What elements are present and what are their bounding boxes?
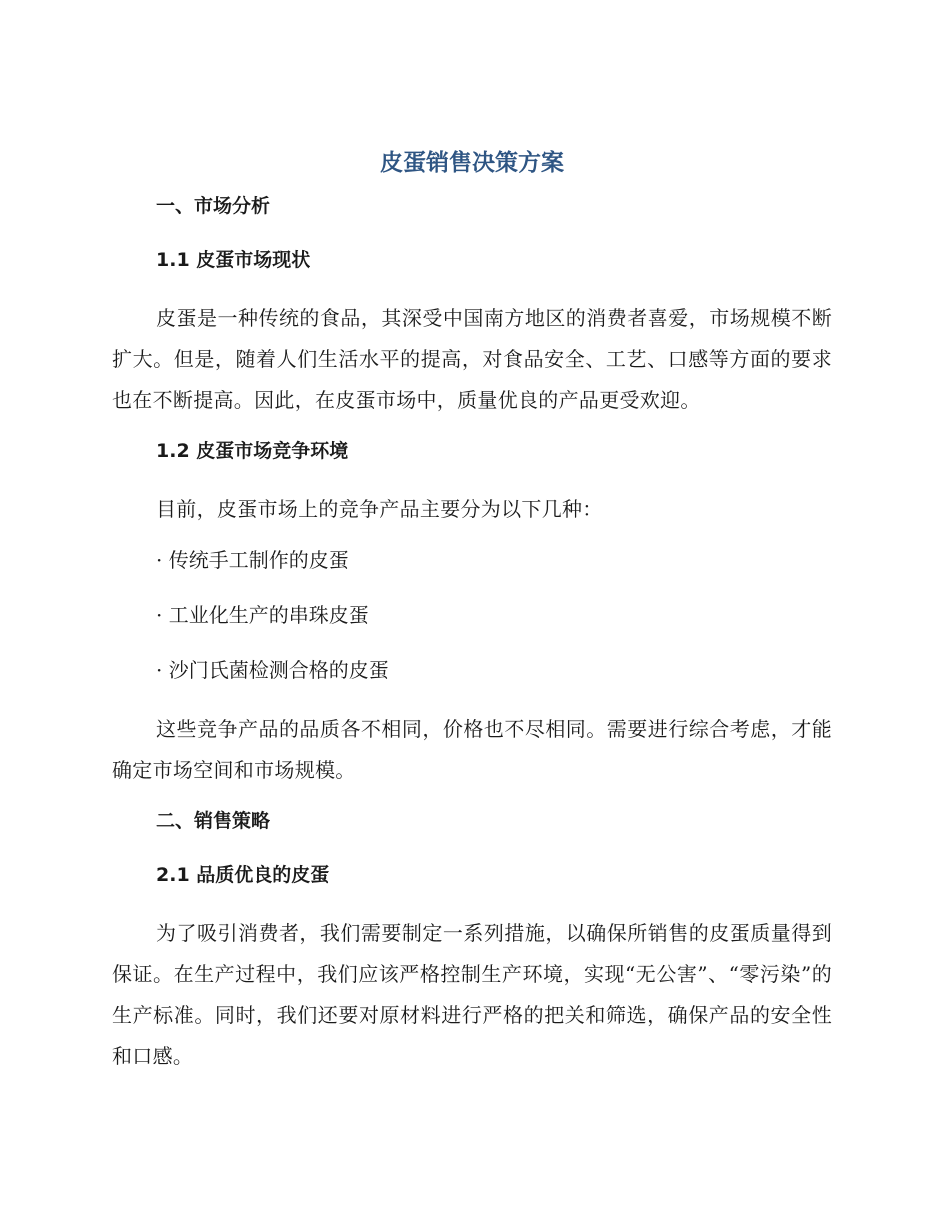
paragraph-quality-eggs: 为了吸引消费者，我们需要制定一系列措施，以确保所销售的皮蛋质量得到保证。在生产过程中，我们应该严格控制生产环境，实现“无公害”、“零污染”的生产标准。同时，我们还要对原材料进行严格的把关和筛选，确保产品的安全性和口感。: [112, 921, 832, 1068]
paragraph-competition-closing: 这些竞争产品的品质各不相同，价格也不尽相同。需要进行综合考虑，才能确定市场空间和市场规模。: [112, 717, 832, 782]
document-title: 皮蛋销售决策方案: [380, 150, 564, 176]
section-heading-sales-strategy: 二、销售策略: [156, 810, 271, 832]
subsection-heading-competition: 1.2 皮蛋市场竞争环境: [156, 440, 349, 462]
subsection-heading-quality-eggs: 2.1 品质优良的皮蛋: [156, 864, 330, 886]
subsection-heading-market-status: 1.1 皮蛋市场现状: [156, 249, 311, 271]
document-page: [112, 140, 832, 1091]
list-item: · 沙门氏菌检测合格的皮蛋: [156, 658, 389, 682]
section-heading-market-analysis: 一、市场分析: [156, 195, 271, 217]
paragraph-market-status: 皮蛋是一种传统的食品，其深受中国南方地区的消费者喜爱，市场规模不断扩大。但是，随着人们生活水平的提高，对食品安全、工艺、口感等方面的要求也在不断提高。因此，在皮蛋市场中，质量优良的产品更受欢迎。: [112, 306, 832, 412]
list-item: · 工业化生产的串珠皮蛋: [156, 603, 369, 627]
paragraph-competition-intro: 目前，皮蛋市场上的竞争产品主要分为以下几种：: [156, 497, 603, 521]
list-item: · 传统手工制作的皮蛋: [156, 548, 349, 572]
